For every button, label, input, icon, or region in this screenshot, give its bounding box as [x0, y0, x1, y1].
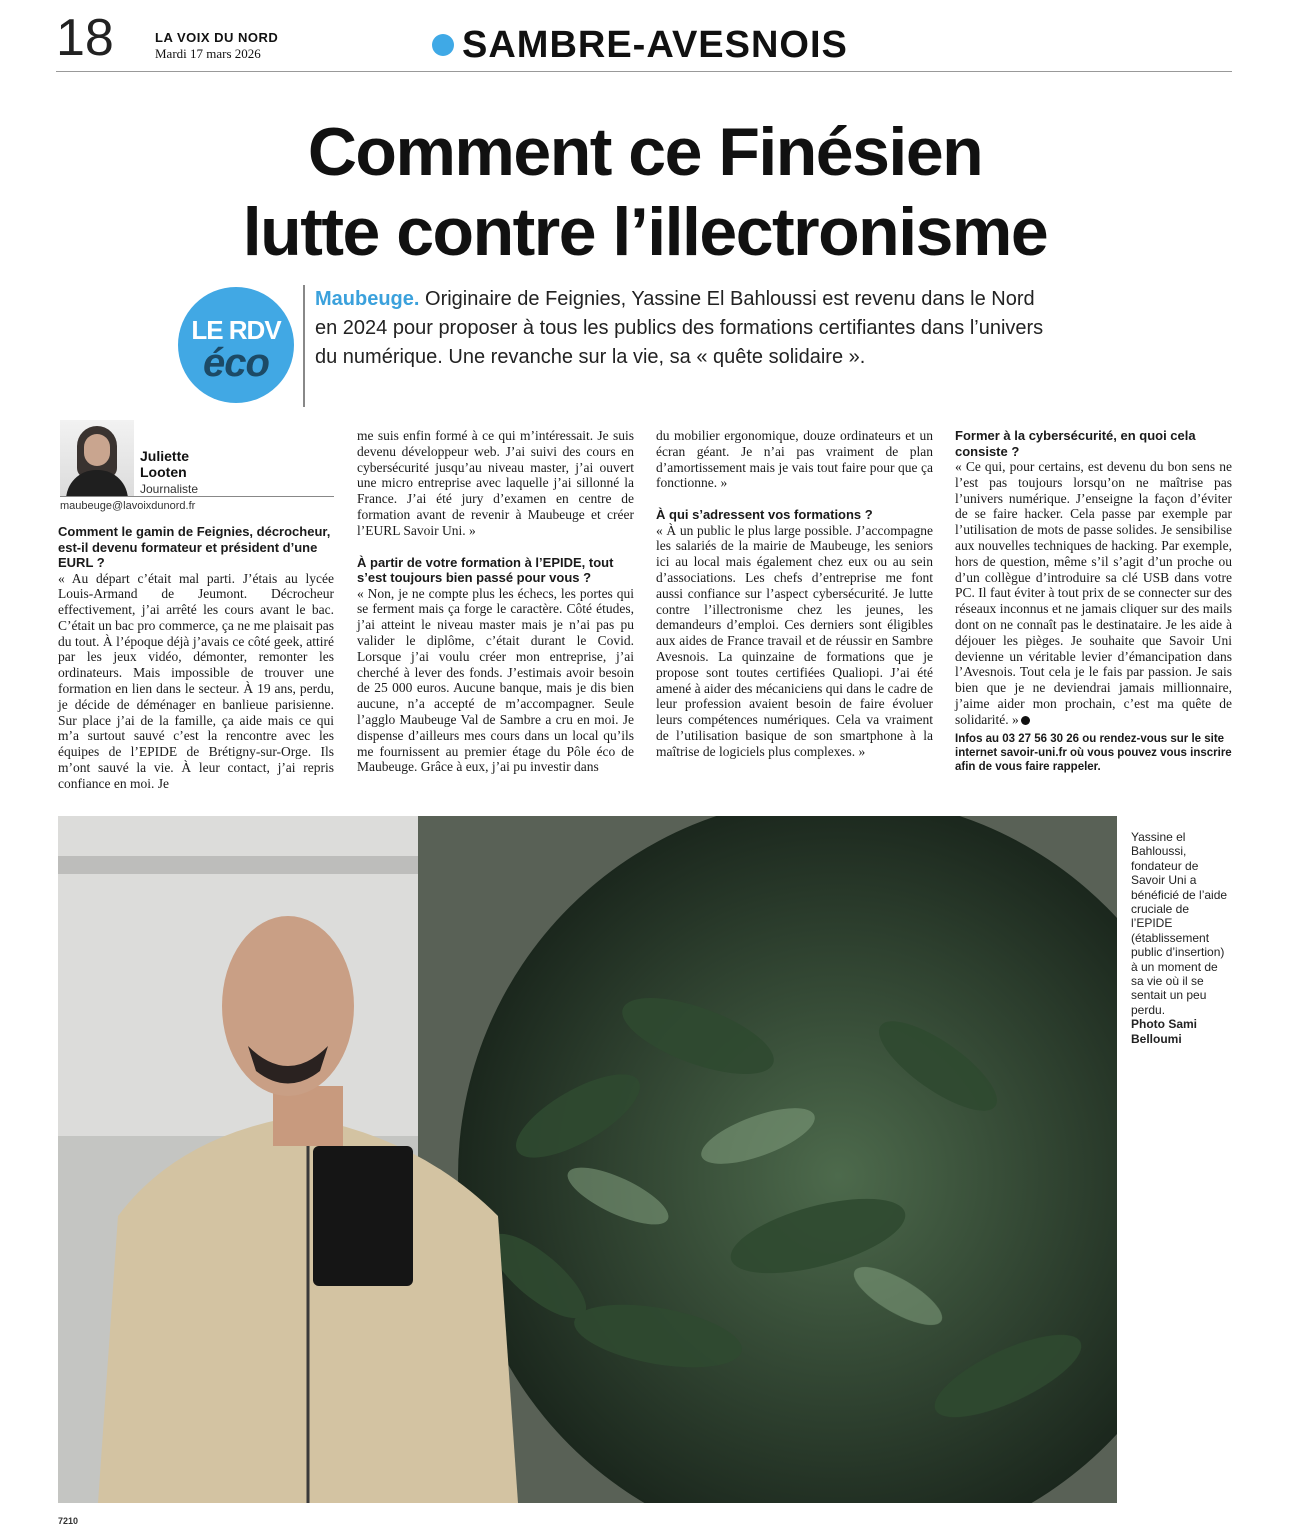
answer-3: « À un public le plus large possible. J’accompagne les salariés de la mairie de Maubeuge, les seniors ici au local mais également chez eux ou au sein d’associations. Les chefs d’entreprise me font aussi confiance sur l’aspect cybersécurité. Je lutte contre l’illectronisme chez les jeunes, les demandeurs d’emploi. Ces derniers sont éligibles aux aides de France travail et de réussir en Sambre Avesnois. La quinzaine de formations que je propose sont toutes certifiées Qualiopi. J’ai été amené à aider des mécaniciens qui dans le cadre de leur profession avaient besoin de faire évoluer leurs compétences numériques. Cela va vraiment de l’utilisation basique de son smartphone à la maîtrise de logiciels plus complexes. » [656, 522, 933, 759]
article-column-1 [58, 524, 334, 792]
rdv-eco-badge [178, 287, 294, 403]
header-divider [56, 71, 1232, 72]
author-divider [60, 496, 334, 497]
intro-divider [303, 285, 305, 407]
question-4: Former à la cybersécurité, en quoi cela consiste ? [955, 428, 1196, 459]
question-3: À qui s’adressent vos formations ? [656, 507, 873, 523]
intro-place: Maubeuge. [315, 288, 420, 310]
answer-1-part-2: me suis enfin formé à ce qui m’intéressait. Je suis devenu développeur web. J’ai suivi des cours en cybersécurité jusqu’au niveau master, j’ai ouvert une micro entreprise avec laquelle j’ai sillonné la France. J’ai été jury d’examen en centre de formation avant de revenir à Maubeuge et créer l’EURL Savoir Uni. » [357, 428, 634, 538]
headline-line-1: Comment ce Finésien [307, 114, 983, 190]
portrait-photo [58, 816, 1117, 1503]
headline-line-2: lutte contre l’illectronisme [242, 194, 1048, 270]
author-role: Journaliste [140, 482, 199, 496]
author-avatar [60, 420, 134, 496]
newspaper-name: LA VOIX DU NORD [155, 30, 279, 45]
intro-text: Originaire de Feignies, Yassine El Bahloussi est revenu dans le Nord en 2024 pour proposer à tous les publics des formations certifiantes dans l’univers du numérique. Une revanche sur la vie, sa « quête solidaire ». [315, 288, 1044, 368]
question-1: Comment le gamin de Feignies, décrocheur, est-il devenu formateur et président d’une EURL ? [58, 524, 331, 570]
photo-caption [1131, 830, 1231, 1046]
issue-date: Mardi 17 mars 2026 [155, 46, 261, 61]
author-email: maubeuge@lavoixdunord.fr [60, 500, 196, 512]
caption-text: Yassine el Bahloussi, fondateur de Savoir Uni a bénéficié de l’aide cruciale de l’EPIDE (établissement public d’insertion) à un moment de sa vie où il se sentait un peu perdu. [1131, 830, 1228, 1017]
photo-credit: Photo Sami Belloumi [1131, 1017, 1198, 1046]
author-first-name: Juliette [140, 448, 190, 464]
badge-label-top: LE RDV [191, 315, 281, 345]
end-of-article-icon [1021, 716, 1030, 725]
badge-label-bottom: éco [203, 341, 269, 385]
contact-info: Infos au 03 27 56 30 26 ou rendez-vous sur le site internet savoir-uni.fr où vous pouvez vous inscrire afin de vous faire rappeler. [955, 732, 1232, 773]
article-headline [0, 112, 1290, 272]
answer-1-part-1: « Au départ c’était mal parti. J’étais au lycée Louis-Armand de Jeumont. Décrocheur effectivement, j’ai arrêté les cours avant le bac. C’était un bac pro commerce, ça ne me plaisait pas du tout. À l’époque déjà j’avais ce côté geek, attiré par les jeux vidéo, démonter, remonter les ordinateurs. Mais impossible de trouver une formation en lien dans le secteur. À 19 ans, perdu, je décide de déménager en banlieue parisienne. Sur place j’ai de la famille, ça aide mais ce qui m’a surtout sauvé c’est la rencontre avec les équipes de l’EPIDE de Brétigny-sur-Orge. Ils m’ont sauvé la vie. À leur contact, j’ai repris confiance en moi. Je [58, 570, 334, 791]
article-column-3 [656, 428, 933, 760]
article-column-4 [955, 428, 1232, 774]
footer-code: 7210 [58, 1516, 79, 1526]
article-intro [315, 285, 1055, 372]
answer-2-part-2: du mobilier ergonomique, douze ordinateurs et un écran géant. Je n’ai pas vraiment de plan d’amortissement mais je vais tout faire pour que ça fonctionne. » [656, 428, 933, 491]
section-dot-icon [432, 34, 454, 56]
question-2: À partir de votre formation à l’EPIDE, tout s’est toujours bien passé pour vous ? [357, 554, 614, 586]
article-column-2 [357, 428, 634, 775]
page-number: 18 [56, 9, 114, 67]
section-title: SAMBRE-AVESNOIS [462, 24, 848, 66]
answer-2-part-1: « Non, je ne compte plus les échecs, les portes qui se ferment mais ça forge le caractère. Côté études, j’ai atteint le niveau master mais je n’ai pas pu valider le diplôme, c’était durant le Covid. Lorsque j’ai voulu créer mon entreprise, j’ai cherché à lever des fonds. J’estimais avoir besoin de 25 000 euros. Aucune banque, mais je dis bien aucune, n’a accepté de m’accompagner. Seule l’agglo Maubeuge Val de Sambre a cru en moi. Je dispense d’ailleurs mes cours dans un local qu’ils me fournissent au premier étage du Pôle éco de Maubeuge. Grâce à eux, j’ai pu investir dans [357, 585, 634, 775]
portrait-photo-illustration [58, 816, 1117, 1503]
author-last-name: Looten [140, 464, 187, 480]
answer-4: « Ce qui, pour certains, est devenu du bon sens ne l’est pas toujours lorsqu’on ne maîtrise pas l’univers numérique. J’enseigne la façon d’éviter de se faire hacker. Cela passe par exemple par l’utilisation de mots de passe solides. Je sensibilise aux nouvelles techniques de hacking. Par exemple, hors de question, même s’il s’agit d’un proche ou d’un collègue d’introduire sa clé USB dans votre PC. Il faut éviter à tout prix de se connecter sur des réseaux inconnus et ne jamais cliquer sur des mails dont on ne connaît pas le destinataire. Je les aide à déjouer les pièges. Je souhaite que Savoir Uni devienne un véritable levier d’émancipation dans l’Avesnois. Tout cela je le fais par passion. Je sais bien que je ne deviendrai jamais millionnaire, j’aime aider mon prochain, c’est ma quête de solidarité. » [955, 459, 1232, 727]
